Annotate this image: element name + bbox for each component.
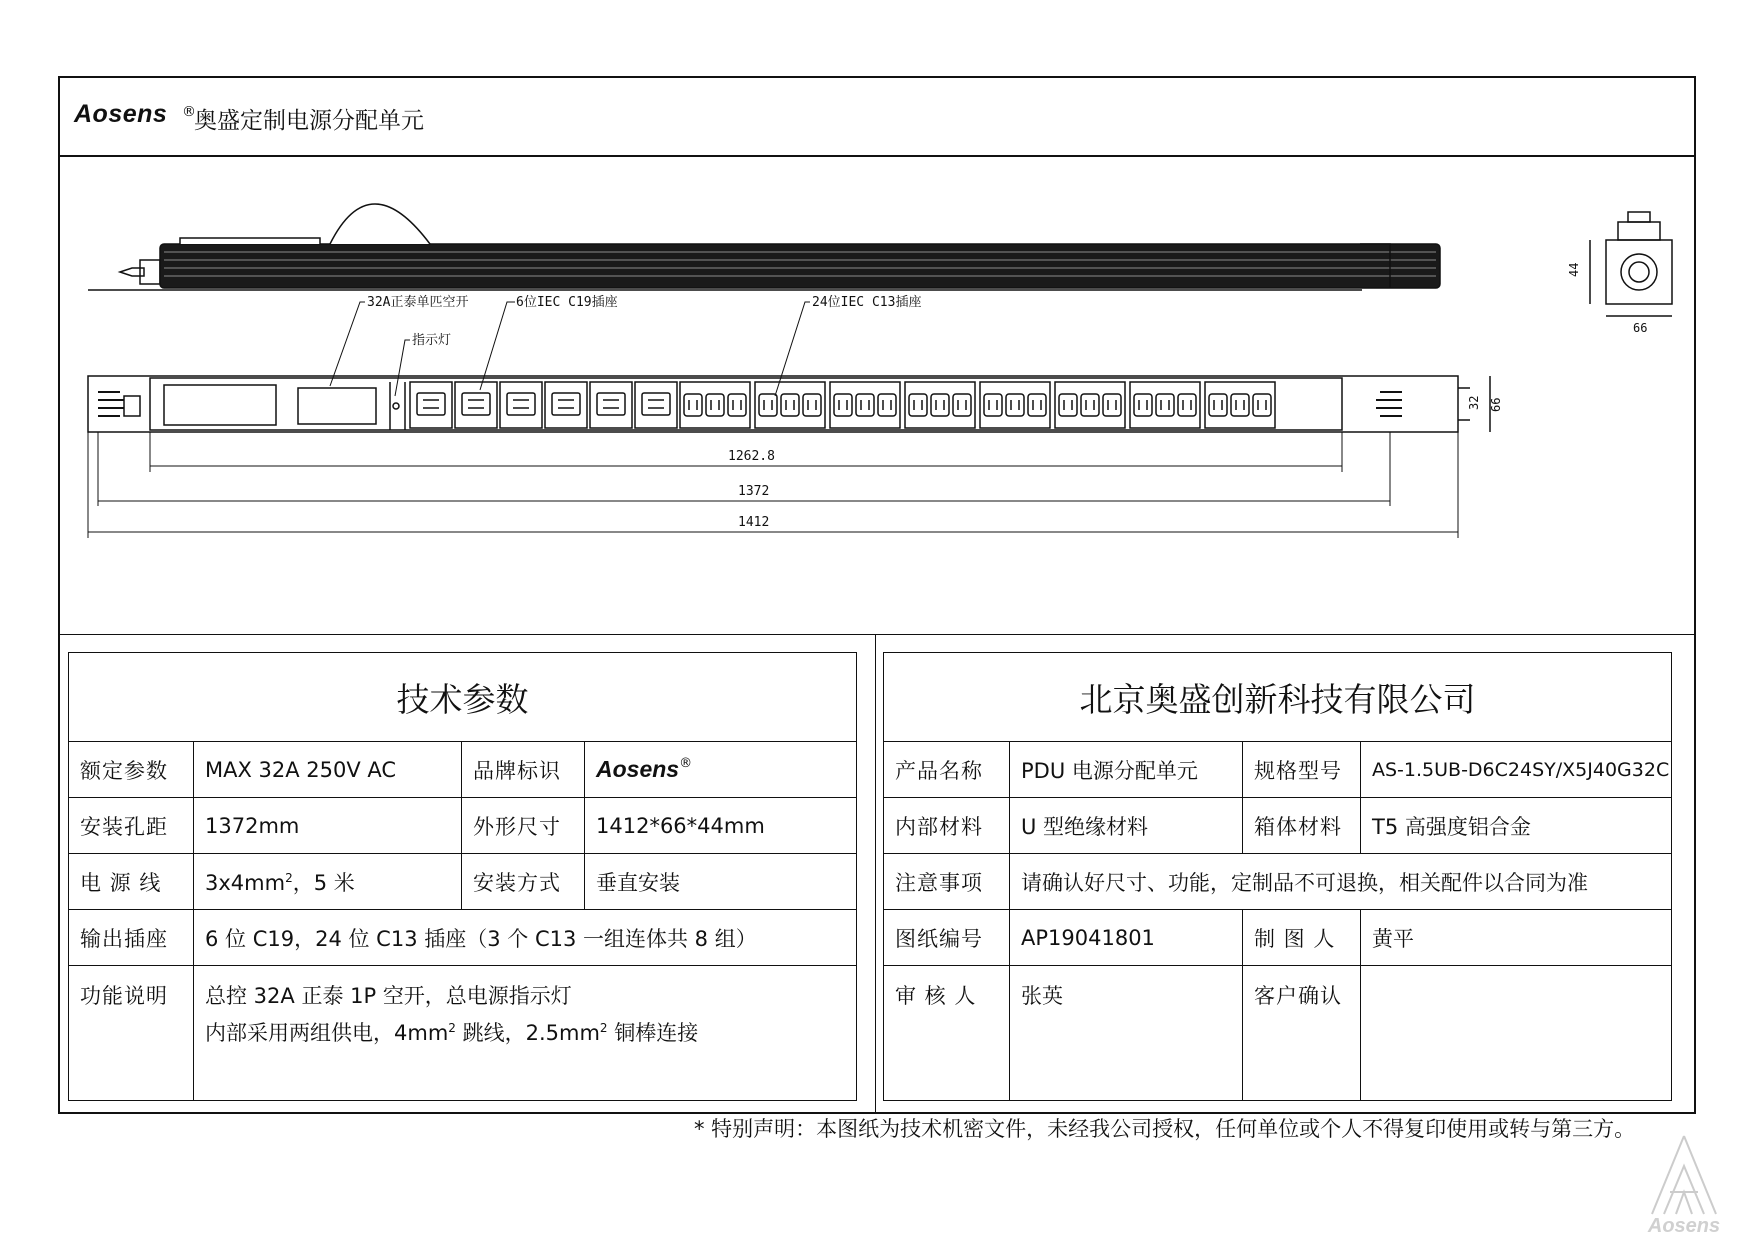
c13-socket — [1081, 394, 1099, 416]
section-divider-horizontal — [58, 634, 1696, 635]
c13-group — [1130, 382, 1200, 428]
value-drawing-no: AP19041801 — [1010, 910, 1243, 966]
c19-face — [507, 393, 535, 415]
dim-mount-length: 1372 — [738, 484, 770, 499]
c13-socket — [781, 394, 799, 416]
text: 跳线，2.5mm — [455, 1021, 600, 1045]
side-view — [88, 204, 1440, 290]
dim-side-width: 66 — [1633, 321, 1648, 335]
label-product-name: 产品名称 — [884, 742, 1010, 798]
value-outlets: 6 位 C19，24 位 C13 插座（3 个 C13 一组连体共 8 组） — [194, 910, 857, 966]
label-function: 功能说明 — [69, 966, 194, 1101]
value-product-name: PDU 电源分配单元 — [1010, 742, 1243, 798]
c13-socket — [856, 394, 874, 416]
dim-front-depth: 66 — [1489, 397, 1503, 412]
disclaimer-notice: * 特别声明：本图纸为技术机密文件，未经我公司授权，任何单位或个人不得复印使用或转与第三方。 — [694, 1117, 1636, 1141]
label-model: 规格型号 — [1243, 742, 1361, 798]
tech-params-title: 技术参数 — [69, 653, 857, 742]
c13-socket — [1134, 394, 1152, 416]
c13-socket — [728, 394, 746, 416]
c13-socket — [931, 394, 949, 416]
c13-socket — [759, 394, 777, 416]
callout-indicator: 指示灯 — [412, 333, 452, 348]
value-model: AS-1.5UB-D6C24SY/X5J40G32C — [1361, 742, 1672, 798]
c13-socket — [803, 394, 821, 416]
c13-socket — [953, 394, 971, 416]
label-outlets: 输出插座 — [69, 910, 194, 966]
c13-group — [830, 382, 900, 428]
callout-c19: 6位IEC C19插座 — [516, 295, 618, 310]
value-reviewer: 张英 — [1010, 966, 1243, 1101]
c13-group — [980, 382, 1050, 428]
dim-front-height: 32 — [1467, 395, 1481, 410]
label-mount-spacing: 安装孔距 — [69, 798, 194, 854]
c13-socket — [1006, 394, 1024, 416]
table-row — [884, 854, 1672, 910]
superscript: 2 — [448, 1021, 456, 1035]
c13-socket — [1178, 394, 1196, 416]
value-brand — [585, 742, 857, 798]
label-brand: 品牌标识 — [462, 742, 585, 798]
technical-drawing — [60, 160, 1694, 628]
c13-socket — [834, 394, 852, 416]
value-mount-spacing: 1372mm — [194, 798, 462, 854]
label-power-cord: 电 源 线 — [69, 854, 194, 910]
function-line-1: 总控 32A 正泰 1P 空开，总电源指示灯 — [205, 984, 572, 1008]
watermark-logo — [1634, 1130, 1734, 1240]
c13-socket — [1231, 394, 1249, 416]
table-row — [69, 966, 857, 1101]
c13-group — [905, 382, 975, 428]
company-name: 北京奥盛创新科技有限公司 — [884, 653, 1672, 742]
text: 内部采用两组供电，4mm — [205, 1021, 449, 1045]
c13-group — [755, 382, 825, 428]
c13-socket — [909, 394, 927, 416]
c13-group — [1055, 382, 1125, 428]
label-rated: 额定参数 — [69, 742, 194, 798]
label-notes: 注意事项 — [884, 854, 1010, 910]
table-row — [69, 798, 857, 854]
brand-logo-small: Aosens — [596, 756, 680, 782]
c13-socket — [1059, 394, 1077, 416]
tech-params-table — [68, 652, 857, 1101]
dim-total-length: 1412 — [738, 515, 770, 530]
value-function — [194, 966, 857, 1101]
c13-socket — [984, 394, 1002, 416]
value-case-material: T5 高强度铝合金 — [1361, 798, 1672, 854]
value-rated: MAX 32A 250V AC — [194, 742, 462, 798]
end-view — [1590, 212, 1672, 316]
c19-face — [552, 393, 580, 415]
c13-group — [680, 382, 750, 428]
value-dimensions: 1412*66*44mm — [585, 798, 857, 854]
power-cord-size: 3x4mm — [205, 870, 286, 895]
brand-logo: Aosens — [74, 100, 168, 128]
c19-face — [462, 393, 490, 415]
table-row — [69, 910, 857, 966]
watermark-text: Aosens — [1647, 1215, 1721, 1237]
brand-registered-mark: ® — [182, 104, 196, 120]
label-dimensions: 外形尺寸 — [462, 798, 585, 854]
dim-side-height: 44 — [1567, 262, 1581, 277]
value-inner-material: U 型绝缘材料 — [1010, 798, 1243, 854]
c13-socket — [684, 394, 702, 416]
label-inner-material: 内部材料 — [884, 798, 1010, 854]
c13-socket — [1028, 394, 1046, 416]
table-row — [884, 798, 1672, 854]
company-info-table — [883, 652, 1672, 1101]
label-case-material: 箱体材料 — [1243, 798, 1361, 854]
label-reviewer: 审 核 人 — [884, 966, 1010, 1101]
callout-c13: 24位IEC C13插座 — [812, 295, 922, 310]
table-row — [69, 854, 857, 910]
label-customer-confirm: 客户确认 — [1243, 966, 1361, 1101]
table-row — [884, 742, 1672, 798]
text: 铜棒连接 — [607, 1021, 699, 1045]
value-install-method: 垂直安装 — [585, 854, 857, 910]
value-customer-confirm — [1361, 966, 1672, 1101]
label-drafter: 制 图 人 — [1243, 910, 1361, 966]
c19-face — [642, 393, 670, 415]
c13-socket — [1103, 394, 1121, 416]
c13-group — [1205, 382, 1275, 428]
c13-socket — [878, 394, 896, 416]
label-install-method: 安装方式 — [462, 854, 585, 910]
front-view — [88, 376, 1490, 432]
superscript: 2 — [599, 1021, 608, 1035]
document-title: 奥盛定制电源分配单元 — [194, 108, 424, 134]
brand-registered-mark: ® — [679, 756, 693, 771]
label-drawing-no: 图纸编号 — [884, 910, 1010, 966]
value-drafter: 黄平 — [1361, 910, 1672, 966]
c13-socket — [706, 394, 724, 416]
c19-face — [417, 393, 445, 415]
value-notes: 请确认好尺寸、功能，定制品不可退换，相关配件以合同为准 — [1010, 854, 1672, 910]
dim-body-length: 1262.8 — [728, 449, 775, 464]
section-divider-vertical — [875, 634, 876, 1114]
c13-socket — [1156, 394, 1174, 416]
table-row — [884, 966, 1672, 1101]
power-cord-length: ，5 米 — [292, 870, 355, 895]
table-row — [69, 742, 857, 798]
value-power-cord — [194, 854, 462, 910]
c13-socket — [1253, 394, 1271, 416]
callout-breaker: 32A正泰单匹空开 — [367, 295, 469, 310]
outlet-group — [410, 382, 1275, 428]
c13-socket — [1209, 394, 1227, 416]
superscript: 2 — [285, 870, 293, 885]
c19-face — [597, 393, 625, 415]
function-line-2 — [205, 1012, 856, 1049]
table-row — [884, 910, 1672, 966]
